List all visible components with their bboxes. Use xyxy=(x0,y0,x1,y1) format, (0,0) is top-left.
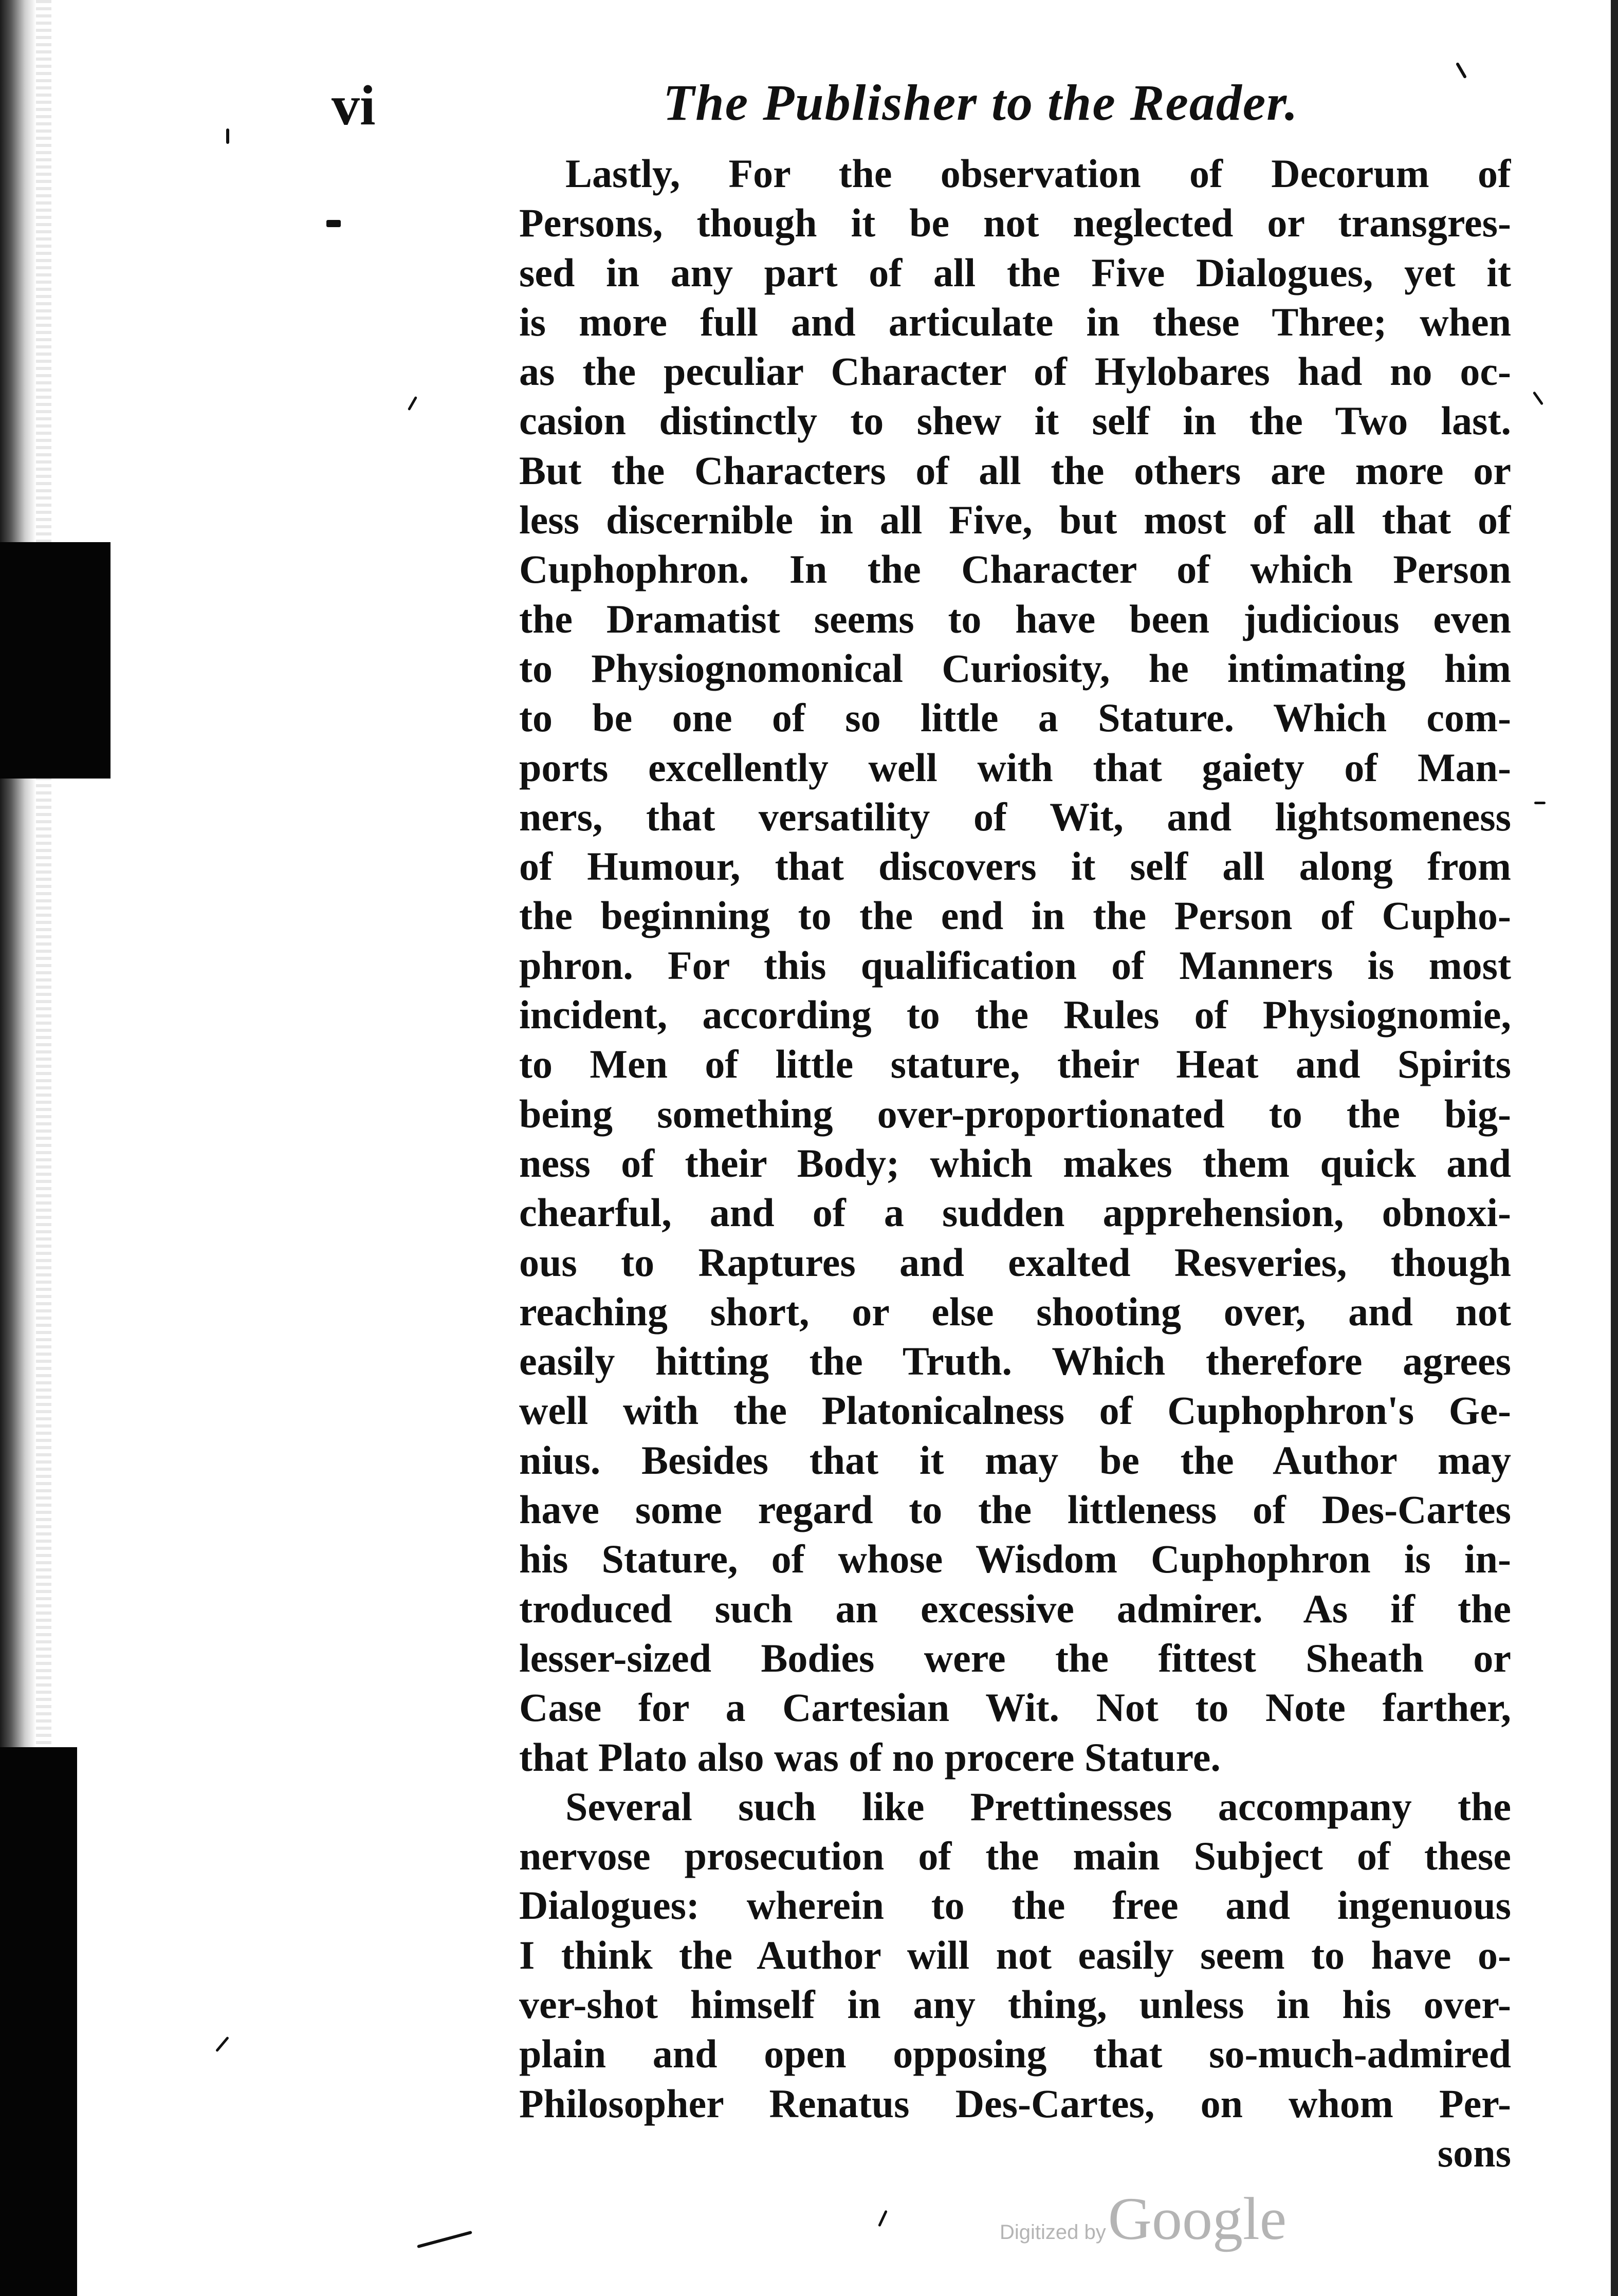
text-line: troduced such an excessive admirer. As if the xyxy=(519,1586,1511,1631)
text-line: chearful, and of a sudden apprehension, obnoxi- xyxy=(519,1190,1511,1235)
scan-margin-block-lower xyxy=(0,1747,77,2296)
digitized-watermark xyxy=(1000,2184,1286,2254)
speck-mark xyxy=(215,2036,229,2052)
text-line: well with the Platonicalness of Cuphophron's Ge- xyxy=(519,1388,1511,1433)
google-logo: Google xyxy=(1108,2185,1287,2252)
speck-mark xyxy=(417,2231,472,2248)
speck-mark xyxy=(326,220,341,227)
text-line: But the Characters of all the others are more or xyxy=(519,448,1511,493)
text-line: incident, according to the Rules of Physiognomie, xyxy=(519,992,1511,1038)
text-line: ness of their Body; which makes them quick and xyxy=(519,1140,1511,1186)
scan-margin-block-upper xyxy=(0,542,111,779)
speck-mark xyxy=(878,2210,888,2227)
text-line: I think the Author will not easily seem to have o- xyxy=(519,1932,1511,1977)
text-line: casion distinctly to shew it self in the Two last. xyxy=(519,398,1511,443)
text-line: nius. Besides that it may be the Author may xyxy=(519,1437,1511,1483)
text-line: have some regard to the littleness of Des-Cartes xyxy=(519,1487,1511,1532)
watermark-prefix: Digitized by xyxy=(1000,2221,1106,2244)
text-line: is more full and articulate in these Three; when xyxy=(519,299,1511,344)
text-line: Philosopher Renatus Des-Cartes, on whom Per- xyxy=(519,2081,1511,2126)
running-head: The Publisher to the Reader. xyxy=(663,74,1299,131)
catchword: sons xyxy=(1437,2130,1511,2175)
speck-mark xyxy=(1456,62,1467,79)
text-line: ports excellently well with that gaiety of Man- xyxy=(519,745,1511,790)
text-line: that Plato also was of no procere Stature. xyxy=(519,1734,1221,1780)
text-line: Persons, though it be not neglected or transgres- xyxy=(519,200,1511,246)
text-line: phron. For this qualification of Manners is most xyxy=(519,942,1511,988)
page-right-edge xyxy=(1611,0,1618,2296)
speck-mark xyxy=(1533,391,1543,405)
text-line: ous to Raptures and exalted Resveries, though xyxy=(519,1239,1511,1285)
speck-mark xyxy=(226,128,229,144)
text-line: Case for a Cartesian Wit. Not to Note farther, xyxy=(519,1685,1511,1730)
text-line: Dialogues: wherein to the free and ingenuous xyxy=(519,1883,1511,1928)
text-line: to Men of little stature, their Heat and Spirits xyxy=(519,1042,1511,1087)
text-line: his Stature, of whose Wisdom Cuphophron is in- xyxy=(519,1536,1511,1582)
text-line: to be one of so little a Stature. Which com- xyxy=(519,695,1511,740)
text-line: less discernible in all Five, but most of all that of xyxy=(519,497,1511,543)
speck-mark xyxy=(408,396,417,411)
text-line: of Humour, that discovers it self all along from xyxy=(519,844,1511,889)
body-text xyxy=(519,149,1511,2178)
text-line: ners, that versatility of Wit, and lightsomeness xyxy=(519,794,1511,839)
speck-mark xyxy=(1534,802,1546,804)
text-line: Lastly, For the observation of Decorum of xyxy=(565,151,1511,196)
text-line: as the peculiar Character of Hylobares had no oc- xyxy=(519,349,1511,394)
text-line: being something over-proportionated to the big- xyxy=(519,1091,1511,1136)
text-line: ver-shot himself in any thing, unless in his over- xyxy=(519,1982,1511,2027)
text-line: plain and open opposing that so-much-admired xyxy=(519,2031,1511,2077)
text-line: sed in any part of all the Five Dialogues, yet it xyxy=(519,250,1511,295)
text-line: to Physiognomonical Curiosity, he intimating him xyxy=(519,645,1511,691)
text-line: Cuphophron. In the Character of which Person xyxy=(519,547,1511,592)
text-line: lesser-sized Bodies were the fittest Sheath or xyxy=(519,1635,1511,1680)
text-line: easily hitting the Truth. Which therefore agrees xyxy=(519,1339,1511,1384)
page-number: vi xyxy=(332,74,376,137)
text-line: nervose prosecution of the main Subject of these xyxy=(519,1834,1511,1879)
text-line: reaching short, or else shooting over, and not xyxy=(519,1289,1511,1334)
text-line: the beginning to the end in the Person of Cupho- xyxy=(519,893,1511,938)
text-line: the Dramatist seems to have been judicious even xyxy=(519,596,1511,641)
text-line: Several such like Prettinesses accompany the xyxy=(565,1784,1511,1829)
